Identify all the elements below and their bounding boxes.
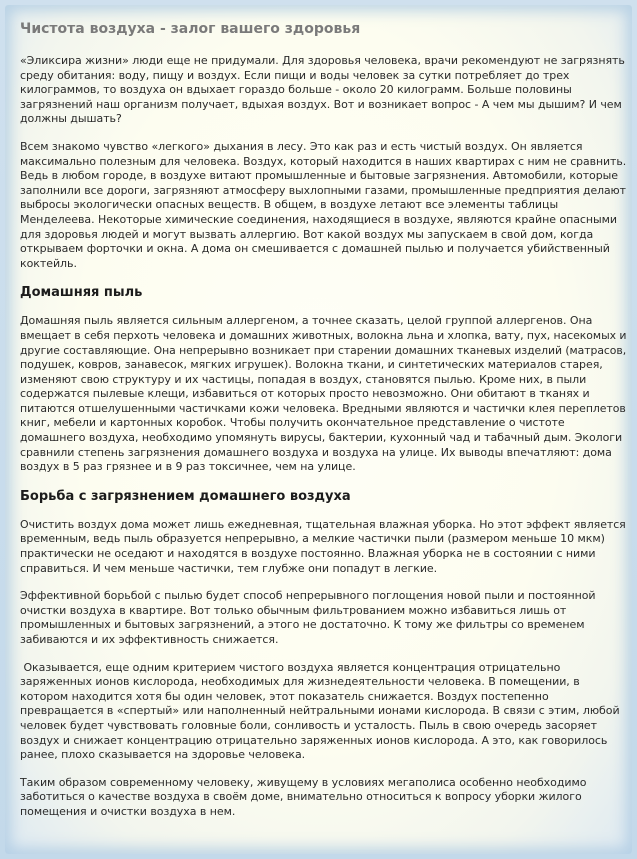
text-line: сравнили степень загрязнения домашнего воздуха и воздуха на улице. Их выводы впечатляют: дома	[20, 445, 612, 459]
text-line: Таким образом современному человеку, живущему в условиях мегаполиса особенно необходимо	[20, 775, 587, 789]
text-line: другие составляющие. Она непрерывно возникает при старении домашних тканевых изделий (матрасов,	[20, 343, 627, 357]
text-line: котором находится хотя бы один человек, этот показатель снижается. Воздух постепенно	[20, 689, 549, 703]
fight-paragraph-2	[20, 589, 632, 647]
text-line: Домашняя пыль является сильным аллергеном, а точнее сказать, целой группой аллергенов. Она	[20, 314, 593, 328]
text-line: Всем знакомо чувство «легкого» дыхания в лесу. Это как раз и есть чистый воздух. Он является	[20, 139, 583, 153]
text-line: среду обитания: воду, пищу и воздух. Если пищи и воды человек за сутки потребляет до трех	[20, 68, 570, 82]
text-line: воздух в 5 раз грязнее и в 9 раз токсичнее, чем на улице.	[20, 460, 356, 474]
text-line: промышленных и бытовых загрязнений, а этого не достаточно. К тому же фильтры со временем	[20, 618, 585, 632]
text-line: «Эликсира жизни» люди еще не придумали. Для здоровья человека, врачи рекомендуют не загрязнять	[20, 54, 625, 67]
section-heading-fight: Борьба с загрязнением домашнего воздуха	[20, 488, 351, 504]
intro-paragraph-1	[20, 54, 632, 127]
text-line: для здоровья людей и могут вызвать аллергию. Вот какой воздух мы запускаем в свой дом, когда	[20, 227, 594, 241]
text-line: превращается в «спертый» или наполненный нейтральными ионами кислорода. В связи с этим, любой	[20, 704, 620, 718]
text-line: Менделеева. Некоторые химические соединения, находящиеся в воздухе, являются крайне опасными	[20, 212, 618, 226]
text-line: коктейль.	[20, 256, 77, 270]
text-line: книг, мебели и картонных коробок. Чтобы получить окончательное представление о чистоте	[20, 416, 565, 430]
text-line: воздух и снижает концентрацию отрицательно заряженных ионов кислорода. А это, как говорилось	[20, 733, 608, 747]
text-line: временным, ведь пыль образуется непрерывно, а мелкие частички пыли (размером меньше 10 мкм)	[20, 532, 605, 546]
text-line: помещения и очистки воздуха в нем.	[20, 804, 236, 818]
intro-paragraph-2	[20, 140, 632, 271]
text-line: заполнили все дороги, загрязняют атмосферу выхлопными газами, промышленные предприятия делают	[20, 183, 626, 197]
section-heading-dust: Домашняя пыль	[20, 285, 143, 301]
text-line: вмещает в себя перхоть человека и домашних животных, волокна льна и хлопка, вату, пух, насекомых и	[20, 328, 627, 342]
dust-paragraph	[20, 314, 632, 475]
text-line: должны дышать?	[20, 112, 122, 126]
fight-paragraph-4	[20, 776, 632, 820]
text-line: очистки воздуха в квартире. Вот только обычным фильтрованием можно избавиться лишь от	[20, 603, 567, 617]
text-line: человек будет чувствовать головные боли, сонливость и усталость. Пыль в свою очередь засоряет	[20, 718, 597, 732]
text-line: справиться. И чем меньше частички, тем глубже они попадут в легкие.	[20, 561, 438, 575]
text-line: Оказывается, еще одним критерием чистого воздуха является концентрация отрицательно	[20, 660, 561, 674]
text-line: Ведь в любом городе, в воздухе витают промышленные и бытовые загрязнения. Автомобили, которые	[20, 169, 619, 183]
article-panel	[5, 5, 632, 854]
article-title: Чистота воздуха - залог вашего здоровья	[20, 21, 361, 37]
text-line: практически не оседают и находятся в воздухе постоянно. Влажная уборка не в состоянии с ними	[20, 547, 596, 561]
text-line: Эффективной борьбой с пылью будет способ непрерывного поглощения новой пыли и постоянной	[20, 589, 596, 603]
fight-paragraph-1	[20, 518, 632, 576]
text-line: питаются отшелушенными частичками кожи человека. Вредными являются и частички клея переплетов	[20, 401, 626, 415]
text-line: домашнего воздуха, необходимо упомянуть вирусы, бактерии, кухонный чад и табачный дым. Экологи	[20, 431, 623, 445]
text-line: максимально полезным для человека. Воздух, который находится в наших квартирах с ним не сравнить.	[20, 154, 627, 168]
text-line: ранее, плохо сказывается на здоровье человека.	[20, 748, 306, 762]
text-line: подушек, ковров, занавесок, мягких игрушек). Волокна ткани, и синтетических материалов старея,	[20, 358, 603, 372]
fight-paragraph-3	[20, 661, 632, 763]
text-line: заряженных ионов кислорода, необходимых для жизнедеятельности человека. В помещении, в	[20, 675, 580, 689]
text-line: открываем форточки и окна. А дома он смешивается с домашней пылью и получается убийственный	[20, 242, 610, 256]
text-line: заботиться о качестве воздуха в своём доме, внимательно относиться к вопросу уборки жилого	[20, 790, 582, 804]
text-line: выбросы экологически опасных веществ. В общем, в воздухе летают все элементы таблицы	[20, 198, 559, 212]
text-line: килограммов, то воздуха он вдыхает гораздо больше - около 20 килограмм. Больше половины	[20, 83, 572, 97]
text-line: содержатся пылевые клещи, избавиться от которых просто невозможно. Они обитают в тканях и	[20, 387, 590, 401]
text-line: изменяют свою структуру и их частицы, попадая в воздух, становятся пылью. Кроме них, в пыли	[20, 372, 587, 386]
article-content	[20, 20, 632, 833]
text-line: Очистить воздух дома может лишь ежедневная, тщательная влажная уборка. Но этот эффект является	[20, 517, 626, 531]
text-line: забиваются и их эффективность снижается.	[20, 633, 279, 646]
text-line: загрязнений наш организм получает, вдыхая воздух. Вот и возникает вопрос - А чем мы дышим? И чем	[20, 97, 622, 111]
